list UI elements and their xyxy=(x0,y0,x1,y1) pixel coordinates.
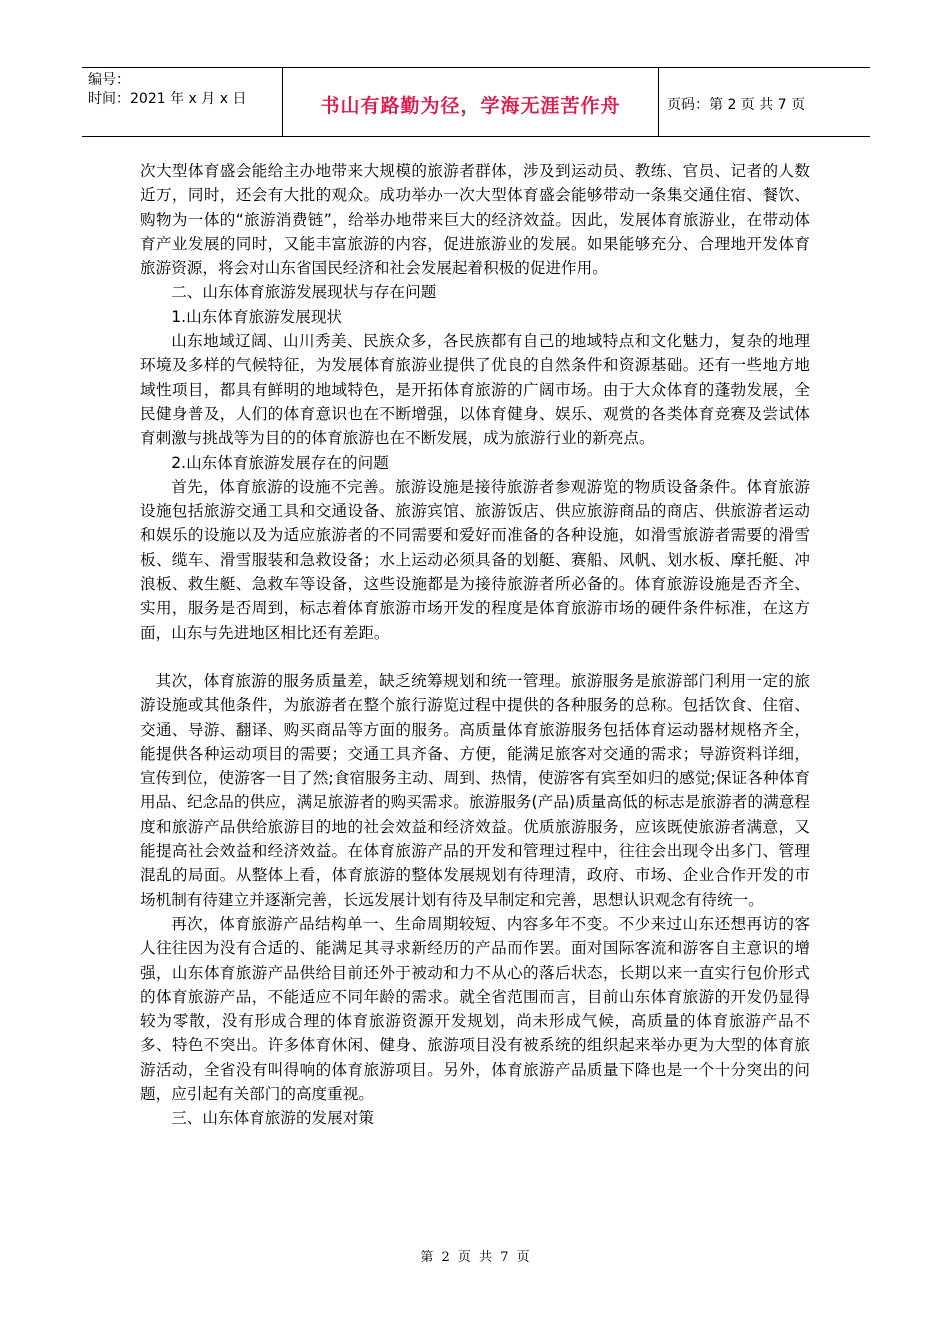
section-heading-3: 三、山东体育旅游的发展对策 xyxy=(171,1109,374,1128)
page-footer: 第 2 页 共 7 页 xyxy=(420,1250,530,1265)
paragraph-gap xyxy=(140,645,810,669)
header-number-label: 编号： xyxy=(88,72,130,88)
paragraph-product-structure: 再次，体育旅游产品结构单一、生命周期较短、内容多年不变。不少来过山东还想再访的客人往往因为没有合适的、能满足其寻求新经历的产品而作罢。面对国际客流和游客自主意识的增强，山东体育旅游产品供给目前还外于被动和力不从心的落后状态，长期以来一直实行包价形式的体育旅游产品，不能适应不同年龄的需求。就全省范围而言，目前山东体育旅游的开发仍显得较为零散，没有形成合理的体育旅游资源开发规划，尚未形成气候，高质量的体育旅游产品不多、特色不突出。许多体育休闲、健身、旅游项目没有被系统的组织起来举办更为大型的体育旅游活动，全省没有叫得响的体育旅游项目。另外，体育旅游产品质量下降也是一个十分突出的问题，应引起有关部门的高度重视。 xyxy=(140,914,810,1103)
header-time-label: 时间：2021 年 x 月 x 日 xyxy=(88,91,247,107)
header-meta xyxy=(82,68,283,136)
header-page-info: 页码：第 2 页 共 7 页 xyxy=(667,97,806,113)
paragraph-current-status: 山东地域辽阔、山川秀美、民族众多，各民族都有自己的地域特点和文化魅力，复杂的地理环境及多样的气候特征，为发展体育旅游业提供了优良的自然条件和资源基础。还有一些地方地域性项目，都具有鲜明的地域特色，是开拓体育旅游的广阔市场。由于大众体育的蓬勃发展，全民健身普及，人们的体育意识也在不断增强，以体育健身、娱乐、观赏的各类体育竞赛及尝试体育刺激与挑战等为目的的体育旅游也在不断发展，成为旅游行业的新亮点。 xyxy=(140,332,810,448)
paragraph-facilities: 首先，体育旅游的设施不完善。旅游设施是接待旅游者参观游览的物质设备条件。体育旅游设施包括旅游交通工具和交通设备、旅游宾馆、旅游饭店、供应旅游商品的商店、供旅游者运动和娱乐的设施以及为适应旅游者的不同需要和爱好而准备的各种设施，如滑雪旅游者需要的滑雪板、缆车、滑雪服装和急救设备；水上运动必须具备的划艇、赛船、风帆、划水板、摩托艇、冲浪板、救生艇、急救车等设备，这些设施都是为接待旅游者所必备的。体育旅游设施是否齐全、实用，服务是否周到，标志着体育旅游市场开发的程度是体育旅游市场的硬件条件标准，在这方面，山东与先进地区相比还有差距。 xyxy=(140,477,810,642)
subsection-heading-2-1: 1.山东体育旅游发展现状 xyxy=(171,307,343,326)
header-motto: 书山有路勤为径，学海无涯苦作舟 xyxy=(283,68,659,136)
page-header xyxy=(82,67,870,137)
section-heading-2: 二、山东体育旅游发展现状与存在问题 xyxy=(171,283,437,302)
paragraph-service-quality: 其次，体育旅游的服务质量差，缺乏统筹规划和统一管理。旅游服务是旅游部门利用一定的旅游设施或其他条件，为旅游者在整个旅行游览过程中提供的各种服务的总称。包括饮食、住宿、交通、导游、翻译、购买商品等方面的服务。高质量体育旅游服务包括体育运动器材规格齐全，能提供各种运动项目的需要；交通工具齐备、方便，能满足旅客对交通的需求；导游资料详细，宣传到位，使游客一目了然;食宿服务主动、周到、热情，使游客有宾至如归的感觉;保证各种体育用品、纪念品的供应，满足旅游者的购买需求。旅游服务(产品)质量高低的标志是旅游者的满意程度和旅游产品供给旅游目的地的社会效益和经济效益。优质旅游服务，应该既使旅游者满意，又能提高社会效益和经济效益。在体育旅游产品的开发和管理过程中，往往会出现令出多门、管理混乱的局面。从整体上看，体育旅游的整体发展规划有待理清，政府、市场、企业合作开发的市场机制有待建立并逐渐完善，长远发展计划有待及早制定和完善，思想认识观念有待统一。 xyxy=(140,671,810,909)
document-body xyxy=(140,159,810,1131)
subsection-heading-2-2: 2.山东体育旅游发展存在的问题 xyxy=(171,453,389,472)
paragraph-intro-continuation: 次大型体育盛会能给主办地带来大规模的旅游者群体，涉及到运动员、教练、官员、记者的人数近万，同时，还会有大批的观众。成功举办一次大型体育盛会能够带动一条集交通住宿、餐饮、购物为一体的“旅游消费链”，给举办地带来巨大的经济效益。因此，发展体育旅游业，在带动体育产业发展的同时，又能丰富旅游的内容，促进旅游业的发展。如果能够充分、合理地开发体育旅游资源，将会对山东省国民经济和社会发展起着积极的促进作用。 xyxy=(140,162,810,278)
